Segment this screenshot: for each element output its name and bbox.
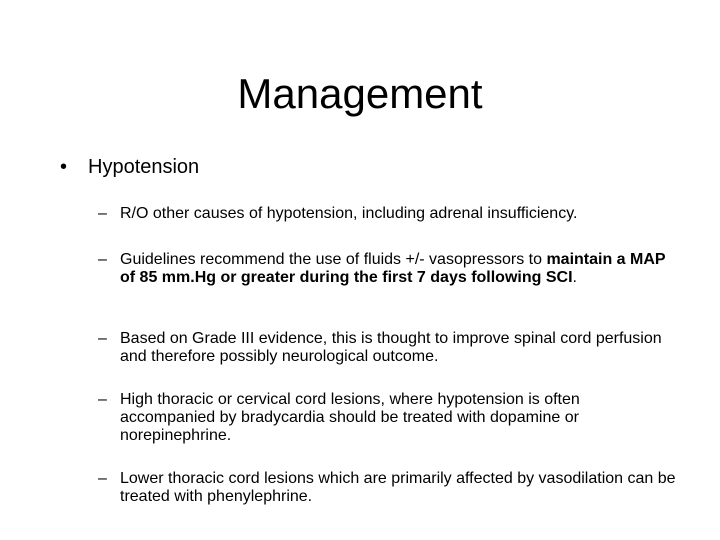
sub-item-dash: – <box>98 391 107 408</box>
sub-item-guidelines <box>98 251 678 287</box>
sub-item-high-thoracic <box>98 391 678 445</box>
sub-item-text <box>120 251 678 287</box>
sub-item-dash: – <box>98 205 107 222</box>
sub-item-ro-other-causes <box>98 205 678 223</box>
sub-item-text: Based on Grade III evidence, this is thought to improve spinal cord perfusion and therefore possibly neurological outcome. <box>120 330 662 365</box>
sub-item-text: High thoracic or cervical cord lesions, where hypotension is often accompanied by bradycardia should be treated with dopamine or norepinephrine. <box>120 391 580 444</box>
slide-title: Management <box>237 70 483 117</box>
sub-item-text-plain: Guidelines recommend the use of fluids +/- vasopressors to <box>120 251 547 268</box>
bullet-hypotension <box>60 155 199 179</box>
sub-item-text: Lower thoracic cord lesions which are primarily affected by vasodilation can be treated with phenylephrine. <box>120 470 676 505</box>
sub-item-dash: – <box>98 251 107 268</box>
sub-item-dash: – <box>98 330 107 347</box>
sub-item-text-bold: maintain a MAP of 85 mm.Hg or greater during the first 7 days following SCI <box>120 251 666 286</box>
sub-item-grade-iii-evidence <box>98 330 678 366</box>
bullet-marker: • <box>60 156 68 178</box>
sub-item-text: R/O other causes of hypotension, including adrenal insufficiency. <box>120 205 578 222</box>
sub-item-text-tail: . <box>572 269 577 286</box>
sub-item-lower-thoracic <box>98 470 678 506</box>
sub-item-dash: – <box>98 470 107 487</box>
bullet-label: Hypotension <box>88 156 200 178</box>
